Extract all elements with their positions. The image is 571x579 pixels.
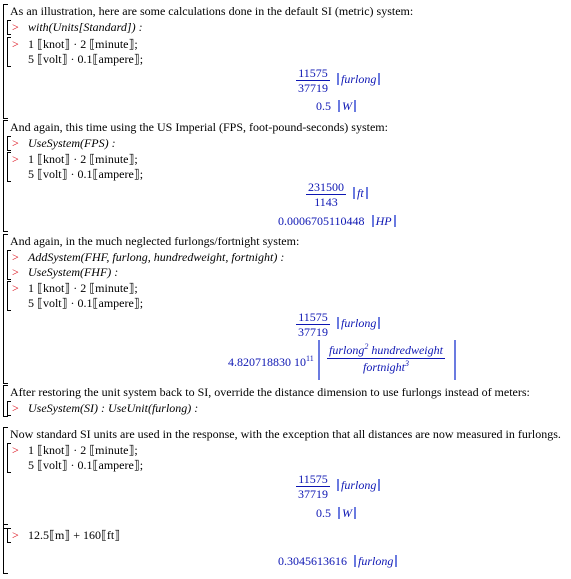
command-bracket[interactable] [7,401,11,416]
result-output [296,310,380,339]
section-text: As an illustration, here are some calculations done in the default SI (metric) system: [10,4,414,18]
prompt-symbol: > [12,250,19,264]
prompt-symbol: > [12,136,19,150]
unit-exponent: 3 [405,359,409,368]
result-output [316,506,356,521]
result-output [278,554,397,569]
denominator: 37719 [298,81,328,95]
section-text: And again, this time using the US Imperial (FPS, foot-pound-seconds) system: [10,120,388,134]
denominator: 37719 [298,487,328,501]
section-text: And again, in the much neglected furlongs/fortnight system: [10,234,300,248]
numerator: 11575 [298,66,328,80]
command-input[interactable]: AddSystem(FHF, furlong, hundredweight, fortnight) : [28,250,285,264]
prompt-symbol: > [12,20,19,34]
prompt-symbol: > [12,152,19,166]
result-output [296,472,380,501]
unit-numerator [327,342,445,359]
command-input[interactable]: UseSystem(FHF) : [28,265,119,279]
unit-denominator [361,359,411,375]
command-input[interactable]: UseSystem(SI) : UseUnit(furlong) : [28,401,199,415]
unit-label: fortnight [362,360,405,374]
result-value: 0.5 [316,506,331,520]
command-bracket[interactable] [7,152,11,182]
command-input[interactable]: UseSystem(FPS) : [28,136,116,150]
command-bracket[interactable] [7,443,11,473]
command-input[interactable]: 5 ⟦volt⟧ · 0.1⟦ampere⟧; [28,296,144,310]
numerator: 11575 [298,472,328,486]
unit-label: furlong [358,554,394,568]
command-input[interactable]: 1 ⟦knot⟧ · 2 ⟦minute⟧; [28,37,138,51]
prompt-symbol: > [12,37,19,51]
prompt-symbol: > [12,528,19,542]
unit-bracket [337,479,380,491]
numerator: 231500 [308,180,344,194]
unit-label: furlong [341,478,377,493]
command-input[interactable]: 1 ⟦knot⟧ · 2 ⟦minute⟧; [28,443,138,457]
unit-bracket [337,73,380,85]
command-bracket[interactable] [7,37,11,67]
command-bracket[interactable] [7,136,11,151]
unit-exponent: 2 [364,342,369,351]
fraction [296,310,330,339]
result-output [306,180,368,209]
command-input[interactable]: 12.5⟦m⟧ + 160⟦ft⟧ [28,528,121,542]
result-value: 0.3045613616 [278,554,347,568]
unit-label: W [342,99,352,113]
command-bracket[interactable] [7,20,11,35]
prompt-symbol: > [12,281,19,295]
section-text: After restoring the unit system back to SI, override the distance dimension to use furlongs instead of meters: [10,385,530,399]
prompt-symbol: > [12,401,19,415]
unit-fraction [324,342,448,375]
unit-bracket [338,507,356,519]
denominator: 1143 [314,195,338,209]
numerator: 11575 [298,310,328,324]
unit-label: furlong [341,316,377,331]
command-bracket[interactable] [7,250,11,280]
command-input[interactable]: 5 ⟦volt⟧ · 0.1⟦ampere⟧; [28,167,144,181]
unit-bracket [354,555,397,567]
unit-bracket [338,100,356,112]
unit-bracket [337,317,380,329]
command-input[interactable]: 1 ⟦knot⟧ · 2 ⟦minute⟧; [28,281,138,295]
unit-label: HP [375,214,392,228]
command-input[interactable]: with(Units[Standard]) : [28,20,143,34]
command-input[interactable]: 5 ⟦volt⟧ · 0.1⟦ampere⟧; [28,458,144,472]
unit-label: furlong [329,343,365,357]
denominator: 37719 [298,325,328,339]
section-text: Now standard SI units are used in the response, with the exception that all distances are now measured in furlongs. [10,427,561,441]
result-output [316,99,356,114]
unit-label: hundredweight [371,343,443,357]
result-value: 0.5 [316,99,331,113]
unit-label: W [342,506,352,520]
command-bracket[interactable] [7,528,11,543]
unit-bracket [372,215,396,227]
fraction [306,180,346,209]
result-value [228,354,314,370]
result-output [278,214,396,229]
result-value: 0.0006705110448 [278,214,365,228]
result-exponent: 11 [306,354,314,363]
command-input[interactable]: 5 ⟦volt⟧ · 0.1⟦ampere⟧; [28,52,144,66]
result-output [296,66,380,95]
prompt-symbol: > [12,265,19,279]
prompt-symbol: > [12,443,19,457]
unit-label: furlong [341,72,377,87]
fraction [296,472,330,501]
unit-bracket [353,187,368,199]
fraction [296,66,330,95]
unit-label: ft [357,186,364,201]
command-input[interactable]: 1 ⟦knot⟧ · 2 ⟦minute⟧; [28,152,138,166]
command-bracket[interactable] [7,281,11,311]
result-coefficient: 4.820718830 10 [228,355,306,369]
